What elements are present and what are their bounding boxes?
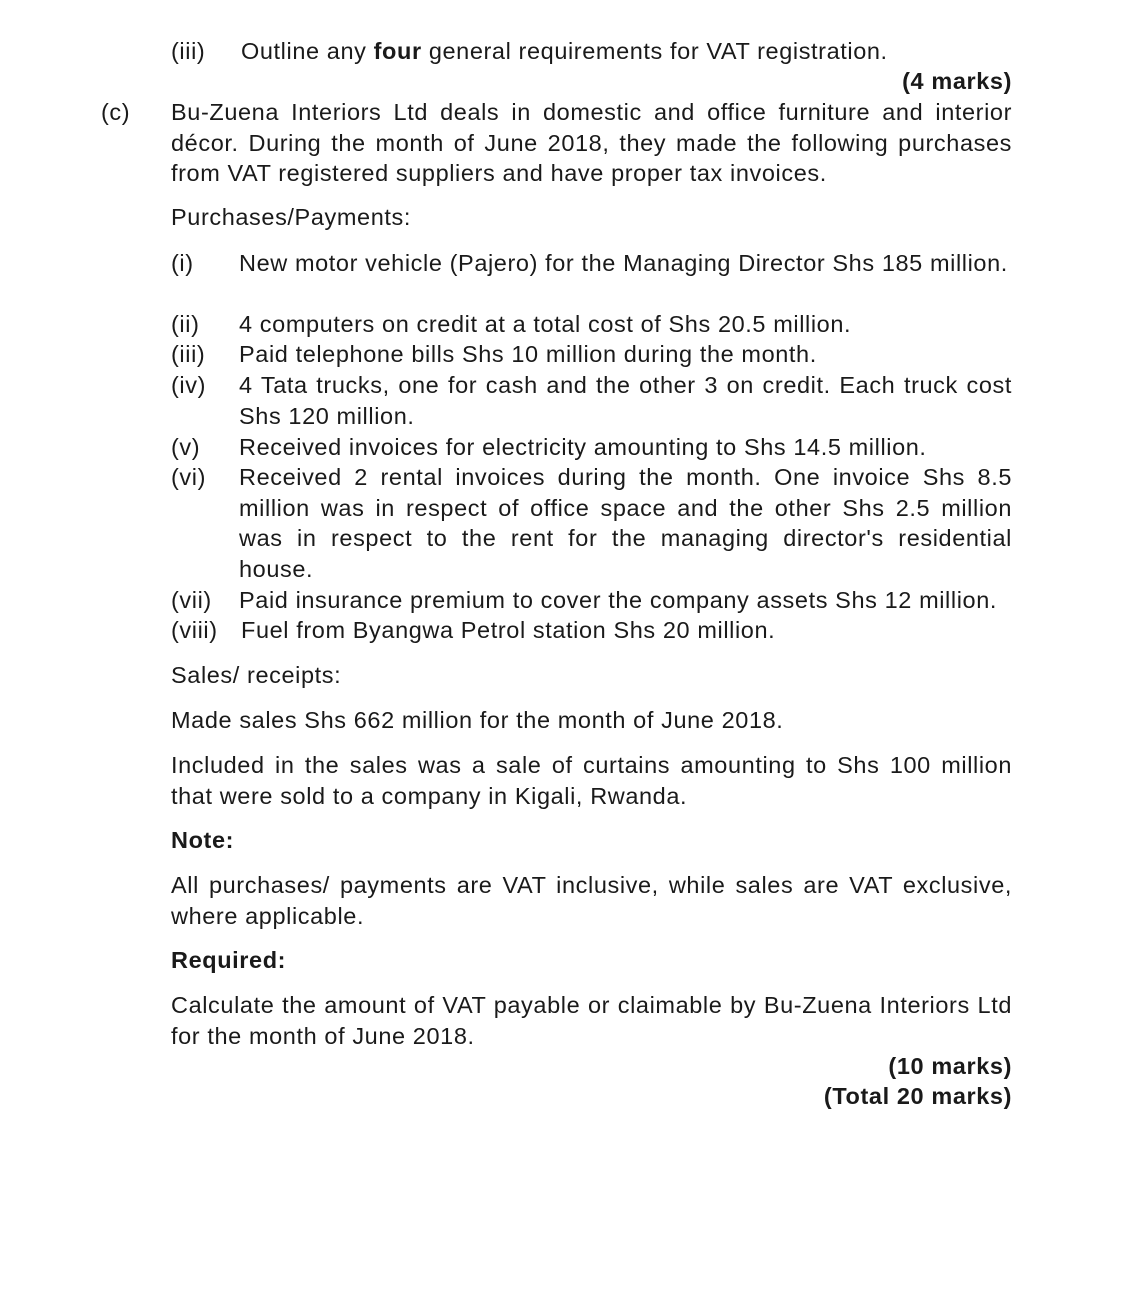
purchase-item-number: (v) xyxy=(171,434,201,460)
purchase-item-text: 4 Tata trucks, one for cash and the other 3 on credit. Each truck cost Shs 120 million. xyxy=(239,372,1012,429)
question-number-iii: (iii) xyxy=(171,38,206,64)
question-iii-marks: (4 marks) xyxy=(902,68,1012,94)
purchase-item-text: Fuel from Byangwa Petrol station Shs 20 million. xyxy=(241,617,776,643)
note-text: All purchases/ payments are VAT inclusive, while sales are VAT exclusive, where applicable. xyxy=(171,872,1012,929)
sales-line: Made sales Shs 662 million for the month of June 2018. xyxy=(171,707,784,733)
question-c-intro: Bu-Zuena Interiors Ltd deals in domestic and office furniture and interior décor. During the month of June 2018, they made the following purchases from VAT registered suppliers and have proper tax invoices. xyxy=(171,99,1012,186)
purchase-item-text: 4 computers on credit at a total cost of Shs 20.5 million. xyxy=(239,311,852,337)
purchase-item-text: New motor vehicle (Pajero) for the Managing Director Shs 185 million. xyxy=(239,250,1008,276)
purchase-item-number: (iv) xyxy=(171,372,207,398)
required-text: Calculate the amount of VAT payable or claimable by Bu-Zuena Interiors Ltd for the month of June 2018. xyxy=(171,992,1012,1049)
required-heading: Required: xyxy=(171,947,287,973)
question-iii-text xyxy=(241,36,888,66)
question-iii-text-before: Outline any xyxy=(241,38,374,64)
question-c-marks: (10 marks) xyxy=(888,1053,1012,1079)
question-label-c: (c) xyxy=(101,99,131,125)
purchase-item-number: (viii) xyxy=(171,617,218,643)
purchase-item-number: (ii) xyxy=(171,311,200,337)
question-iii-text-bold: four xyxy=(373,38,422,64)
purchase-item-text: Received invoices for electricity amounting to Shs 14.5 million. xyxy=(239,434,927,460)
sales-heading: Sales/ receipts: xyxy=(171,662,342,688)
purchases-heading: Purchases/Payments: xyxy=(171,204,411,230)
purchase-item-number: (i) xyxy=(171,250,194,276)
purchase-item-text: Received 2 rental invoices during the month. One invoice Shs 8.5 million was in respect of office space and the other Shs 2.5 million was in respect to the rent for the managing director's residential house. xyxy=(239,464,1012,582)
purchase-item-text: Paid telephone bills Shs 10 million during the month. xyxy=(239,341,817,367)
question-iii-text-after: general requirements for VAT registration. xyxy=(421,38,888,64)
sales-export-text: Included in the sales was a sale of curtains amounting to Shs 100 million that were sold to a company in Kigali, Rwanda. xyxy=(171,752,1012,809)
purchase-item-number: (vi) xyxy=(171,464,207,490)
total-marks: (Total 20 marks) xyxy=(823,1083,1012,1109)
purchase-item-number: (iii) xyxy=(171,341,206,367)
note-heading: Note: xyxy=(171,827,235,853)
purchase-item-text: Paid insurance premium to cover the company assets Shs 12 million. xyxy=(239,587,997,613)
purchase-item-number: (vii) xyxy=(171,587,212,613)
